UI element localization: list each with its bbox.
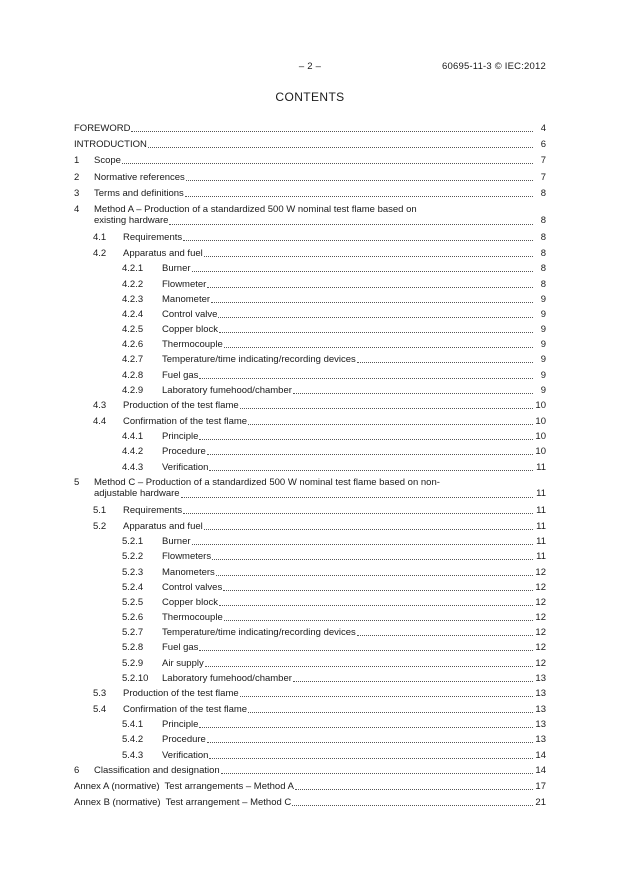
toc-entry-text: INTRODUCTION [74, 139, 147, 151]
leader-dots [204, 528, 533, 530]
toc-entry-page: 17 [535, 780, 546, 792]
toc-entry-page: 13 [535, 688, 546, 699]
leader-dots [219, 604, 533, 606]
toc-entry[interactable] [74, 263, 546, 274]
toc-entry-page: 8 [540, 232, 546, 244]
toc-entry-text: Test arrangement – Method C [165, 797, 292, 809]
toc-entry-page: 13 [535, 672, 546, 684]
toc-entry[interactable] [74, 642, 546, 653]
toc-entry-text: Burner [162, 536, 191, 548]
page-number: – 2 – [298, 61, 322, 72]
toc-entry-method-c[interactable] [74, 477, 546, 500]
toc-entry-text: Flowmeters [162, 551, 212, 563]
leader-dots [199, 377, 533, 379]
toc-entry-foreword[interactable] [74, 123, 546, 134]
toc-entry-page: 11 [536, 504, 546, 516]
leader-dots [183, 512, 533, 514]
leader-dots [221, 772, 533, 774]
leader-dots [293, 680, 533, 682]
toc-entry-text: Flowmeter [162, 278, 207, 290]
leader-dots [209, 757, 533, 759]
toc-entry-number: 5.2.1 [122, 536, 144, 548]
toc-entry-text: Copper block [162, 596, 218, 608]
toc-entry-text: Confirmation of the test flame [123, 703, 248, 715]
toc-entry-number: 4.4.1 [122, 431, 144, 443]
leader-dots [357, 634, 533, 636]
toc-entry-page: 10 [535, 400, 546, 411]
toc-entry-number: 4.2.3 [122, 293, 144, 305]
leader-dots [131, 130, 533, 132]
leader-dots [209, 469, 533, 471]
leader-dots [169, 223, 533, 225]
toc-entry-page: 8 [540, 278, 546, 290]
leader-dots [192, 543, 533, 545]
toc-entry[interactable] [74, 324, 546, 335]
toc-entry-text: Fuel gas [162, 642, 199, 654]
toc-entry[interactable] [74, 431, 546, 442]
toc-entry-text: Laboratory fumehood/chamber [162, 384, 292, 396]
toc-entry-number: 5.2.5 [122, 596, 144, 608]
leader-dots [207, 453, 533, 455]
toc-entry-page: 11 [536, 488, 546, 500]
toc-entry-page: 11 [536, 551, 546, 563]
leader-dots [199, 438, 533, 440]
toc-entry-text: Terms and definitions [94, 187, 184, 199]
toc-entry[interactable] [74, 521, 546, 532]
toc-entry-text: Air supply [162, 657, 204, 669]
toc-entry-number: 4.2.4 [122, 308, 144, 320]
toc-entry-text: Classification and designation [94, 764, 220, 776]
leader-dots [148, 146, 533, 148]
toc-entry-text-line2: adjustable hardware [94, 488, 180, 500]
toc-entry-number: 5.1 [93, 504, 107, 516]
toc-entry-number: 4.2.1 [122, 263, 144, 275]
leader-dots [207, 741, 533, 743]
toc-entry-method-a[interactable] [74, 204, 546, 227]
leader-dots [199, 649, 533, 651]
leader-dots [293, 392, 533, 394]
toc-entry-text: Principle [162, 719, 199, 731]
toc-entry-text: Confirmation of the test flame [123, 415, 248, 427]
toc-entry-page: 9 [540, 293, 546, 305]
toc-entry-page: 8 [540, 247, 546, 259]
toc-entry-page: 13 [535, 734, 546, 746]
toc-entry-number: 4.4.2 [122, 446, 144, 458]
toc-entry[interactable] [74, 309, 546, 320]
toc-entry-text: Normative references [94, 171, 185, 183]
toc-entry[interactable] [74, 719, 546, 730]
toc-entry-page: 11 [536, 461, 546, 473]
leader-dots [240, 695, 533, 697]
toc-entry-text: Copper block [162, 324, 218, 336]
toc-entry-number: 5.2.8 [122, 642, 144, 654]
toc-entry-number: 4.1 [93, 232, 107, 244]
table-of-contents [74, 123, 546, 813]
toc-entry-number: 2 [74, 171, 80, 183]
leader-dots [216, 574, 533, 576]
toc-entry[interactable] [74, 658, 546, 669]
toc-entry-number: 5.4.3 [122, 749, 144, 761]
toc-entry[interactable] [74, 400, 546, 411]
toc-entry[interactable] [74, 505, 546, 516]
toc-entry-page: 4 [540, 123, 546, 134]
leader-dots [224, 619, 533, 621]
toc-entry-text: Requirements [123, 232, 183, 244]
toc-entry-terms-definitions[interactable] [74, 188, 546, 199]
toc-entry[interactable] [74, 385, 546, 396]
toc-entry-number: 4.2.8 [122, 369, 144, 381]
toc-entry[interactable] [74, 294, 546, 305]
toc-entry-text: Fuel gas [162, 369, 199, 381]
toc-entry[interactable] [74, 597, 546, 608]
toc-entry-page: 14 [535, 749, 546, 761]
toc-entry-number: 4.4 [93, 415, 107, 427]
toc-entry-text: Apparatus and fuel [123, 247, 203, 259]
toc-entry[interactable] [74, 734, 546, 745]
toc-entry-annex-b[interactable] [74, 797, 546, 808]
toc-entry-number: 5.2.2 [122, 551, 144, 563]
toc-entry-text: Procedure [162, 734, 206, 746]
toc-entry[interactable] [74, 673, 546, 684]
toc-entry[interactable] [74, 627, 546, 638]
toc-entry-number: 5.2.9 [122, 657, 144, 669]
toc-entry[interactable] [74, 536, 546, 547]
toc-entry-number: 4.3 [93, 400, 107, 411]
toc-entry-page: 10 [535, 431, 546, 443]
leader-dots [207, 286, 533, 288]
toc-entry[interactable] [74, 688, 546, 699]
toc-entry[interactable] [74, 416, 546, 427]
toc-entry-page: 8 [540, 263, 546, 275]
toc-entry-number: 1 [74, 155, 80, 167]
toc-entry-annex-a[interactable] [74, 781, 546, 792]
toc-entry-page: 9 [540, 384, 546, 396]
leader-dots [295, 788, 533, 790]
toc-entry-text-line1: Method A – Production of a standardized 500 W nominal test flame based on [94, 203, 417, 215]
toc-entry-page: 11 [536, 536, 546, 548]
toc-entry[interactable] [74, 446, 546, 457]
leader-dots [219, 331, 533, 333]
toc-entry[interactable] [74, 704, 546, 715]
toc-entry-page: 13 [535, 719, 546, 731]
toc-entry-text: Procedure [162, 446, 206, 458]
toc-entry-page: 12 [535, 642, 546, 654]
toc-entry-page: 6 [540, 139, 546, 151]
toc-entry-page: 9 [540, 369, 546, 381]
toc-entry[interactable] [74, 750, 546, 761]
toc-entry-page: 9 [540, 354, 546, 366]
toc-entry[interactable] [74, 354, 546, 365]
toc-entry-page: 7 [540, 171, 546, 183]
toc-entry[interactable] [74, 232, 546, 243]
toc-entry-text: Temperature/time indicating/recording devices [162, 627, 356, 639]
toc-entry-page: 9 [540, 339, 546, 351]
toc-entry-text: Laboratory fumehood/chamber [162, 672, 292, 684]
toc-entry-number: 4.2.6 [122, 339, 144, 351]
document-id: 60695-11-3 © IEC:2012 [442, 61, 546, 72]
toc-entry-number: 5.4.2 [122, 734, 144, 746]
toc-entry-classification[interactable] [74, 765, 546, 776]
toc-entry-text: Requirements [123, 504, 183, 516]
toc-entry-page: 14 [535, 764, 546, 776]
toc-entry-page: 10 [535, 446, 546, 458]
toc-entry-text-line2: existing hardware [94, 215, 169, 227]
leader-dots [185, 195, 533, 197]
toc-entry-number: 5.3 [93, 688, 107, 699]
toc-entry-text: Thermocouple [162, 339, 223, 351]
leader-dots [192, 270, 533, 272]
leader-dots [211, 301, 533, 303]
toc-entry-scope[interactable] [74, 155, 546, 166]
toc-entry-text-line1: Method C – Production of a standardized 500 W nominal test flame based on non- [94, 476, 440, 488]
leader-dots [199, 726, 533, 728]
toc-entry-number: 5.2.3 [122, 566, 144, 578]
toc-entry[interactable] [74, 582, 546, 593]
toc-entry-number: 5.2 [93, 520, 107, 532]
toc-entry-text: Production of the test flame [123, 688, 239, 699]
leader-dots [248, 423, 533, 425]
toc-entry-page: 13 [535, 703, 546, 715]
leader-dots [186, 179, 533, 181]
annex-label: Annex B (normative) [74, 797, 161, 809]
leader-dots [181, 496, 533, 498]
leader-dots [223, 589, 533, 591]
toc-entry-page: 21 [535, 797, 546, 809]
leader-dots [248, 711, 533, 713]
toc-entry-number: 4.2.5 [122, 324, 144, 336]
toc-entry-page: 7 [540, 155, 546, 167]
toc-entry-page: 12 [535, 596, 546, 608]
toc-entry-number: 5 [74, 476, 80, 488]
toc-entry-number: 6 [74, 764, 80, 776]
toc-entry-number: 4 [74, 203, 80, 215]
toc-entry-text: Apparatus and fuel [123, 520, 203, 532]
toc-entry-text: FOREWORD [74, 123, 131, 134]
leader-dots [204, 255, 533, 257]
leader-dots [183, 239, 533, 241]
toc-entry-page: 12 [535, 657, 546, 669]
leader-dots [357, 361, 533, 363]
toc-entry-text: Thermocouple [162, 612, 223, 624]
toc-entry-number: 3 [74, 187, 80, 199]
toc-entry-text: Control valve [162, 308, 218, 320]
toc-entry-text: Manometer [162, 293, 211, 305]
leader-dots [122, 162, 533, 164]
toc-entry[interactable] [74, 551, 546, 562]
toc-entry-normative-references[interactable] [74, 172, 546, 183]
leader-dots [240, 407, 533, 409]
toc-entry-number: 4.2 [93, 247, 107, 259]
toc-entry-text: Verification [162, 749, 209, 761]
toc-entry-number: 5.4.1 [122, 719, 144, 731]
toc-entry-number: 5.2.7 [122, 627, 144, 639]
leader-dots [218, 316, 533, 318]
toc-entry[interactable] [74, 370, 546, 381]
toc-entry[interactable] [74, 462, 546, 473]
toc-entry-page: 8 [540, 187, 546, 199]
toc-entry-number: 4.2.7 [122, 354, 144, 366]
toc-entry-page: 9 [540, 308, 546, 320]
toc-entry-page: 9 [540, 324, 546, 336]
toc-entry-introduction[interactable] [74, 139, 546, 150]
toc-entry-number: 5.2.6 [122, 612, 144, 624]
toc-entry-text: Test arrangements – Method A [164, 780, 294, 792]
toc-entry[interactable] [74, 339, 546, 350]
toc-entry-text: Burner [162, 263, 191, 275]
leader-dots [292, 804, 533, 806]
toc-entry[interactable] [74, 612, 546, 623]
toc-entry-text: Production of the test flame [123, 400, 239, 411]
toc-entry-number: 5.4 [93, 703, 107, 715]
toc-entry-page: 12 [535, 566, 546, 578]
toc-entry[interactable] [74, 279, 546, 290]
toc-entry-page: 11 [536, 520, 546, 532]
leader-dots [224, 346, 533, 348]
toc-entry[interactable] [74, 567, 546, 578]
leader-dots [212, 558, 533, 560]
toc-entry-number: 5.2.4 [122, 581, 144, 593]
page-title: CONTENTS [275, 90, 345, 104]
toc-entry-text: Principle [162, 431, 199, 443]
toc-entry-page: 12 [535, 627, 546, 639]
toc-entry-text: Scope [94, 155, 121, 167]
toc-entry-text: Verification [162, 461, 209, 473]
toc-entry[interactable] [74, 248, 546, 259]
toc-entry-number: 4.2.2 [122, 278, 144, 290]
annex-label: Annex A (normative) [74, 780, 160, 792]
toc-entry-page: 8 [540, 215, 546, 227]
toc-entry-text: Manometers [162, 566, 215, 578]
leader-dots [205, 665, 533, 667]
toc-entry-page: 10 [535, 415, 546, 427]
toc-entry-text: Temperature/time indicating/recording devices [162, 354, 356, 366]
toc-entry-number: 4.4.3 [122, 461, 144, 473]
toc-entry-number: 4.2.9 [122, 384, 144, 396]
toc-entry-number: 5.2.10 [122, 672, 149, 684]
toc-entry-text: Control valves [162, 581, 223, 593]
toc-entry-page: 12 [535, 612, 546, 624]
toc-entry-page: 12 [535, 581, 546, 593]
